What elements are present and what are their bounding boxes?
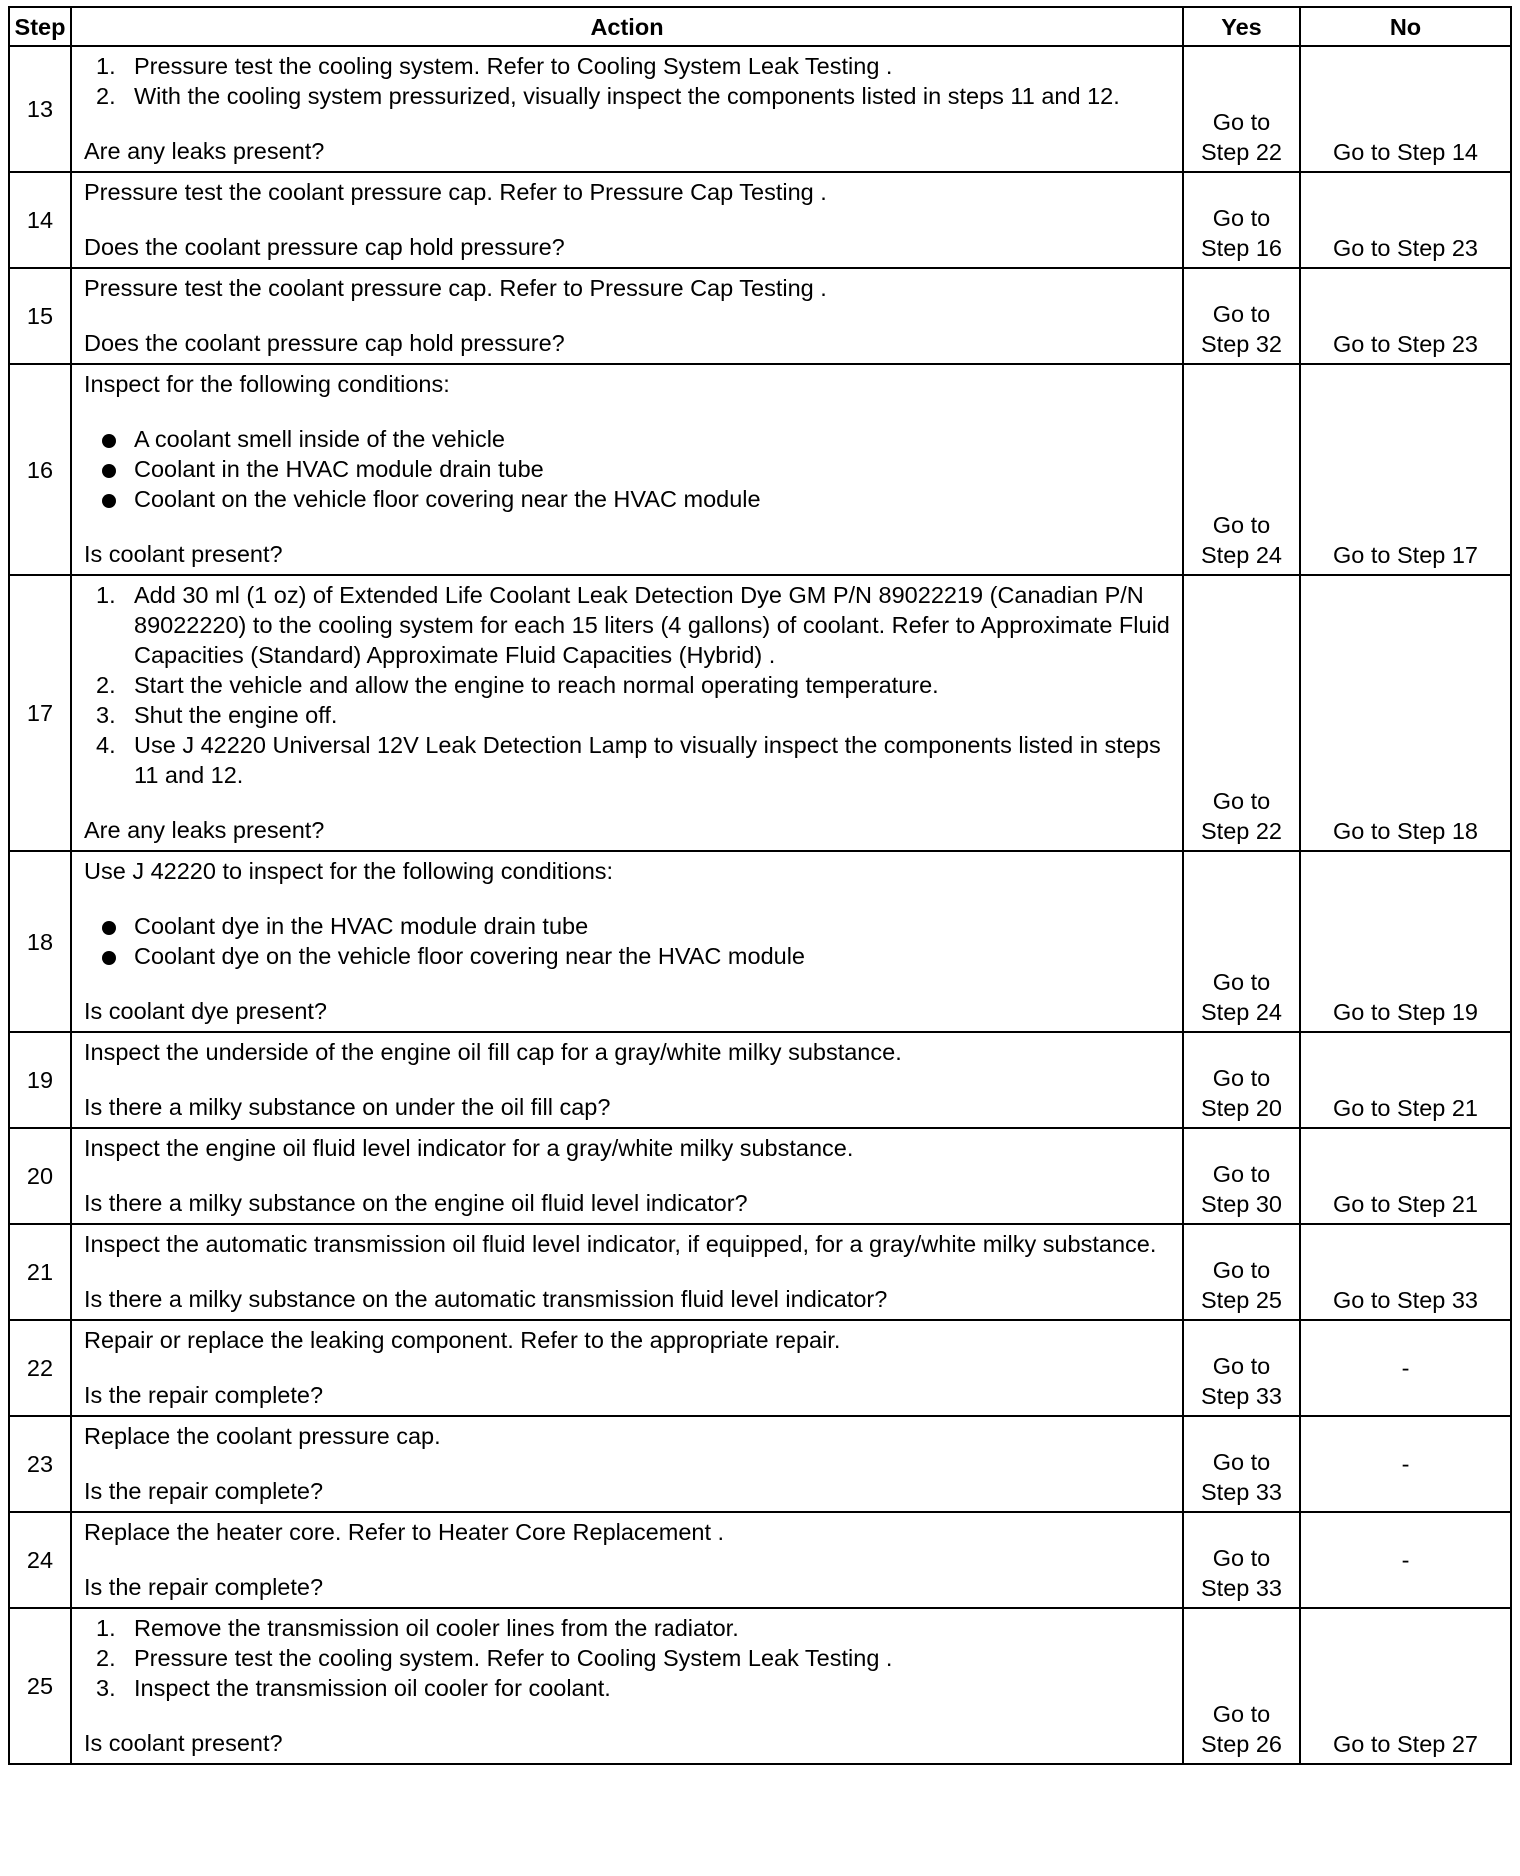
yes-cell: [1183, 1608, 1300, 1764]
table-row: [9, 1128, 1511, 1224]
list-item: [84, 51, 1170, 81]
action-text: Inspect for the following conditions:: [84, 371, 450, 397]
list-item: [84, 911, 1170, 941]
yes-text-line: Step 30: [1200, 1191, 1282, 1217]
spacer: [84, 790, 1170, 815]
list-item-text: Coolant dye in the HVAC module drain tube: [134, 913, 589, 939]
yes-cell: [1183, 1416, 1300, 1512]
action-text: Are any leaks present?: [84, 138, 325, 164]
numbered-list: [84, 51, 1170, 111]
list-number: 2.: [96, 1645, 116, 1671]
step-number-cell: 16: [9, 364, 71, 575]
yes-text-line: Go to: [1212, 301, 1271, 327]
list-item-text: Pressure test the cooling system. Refer to Cooling System Leak Testing .: [134, 1645, 893, 1671]
header-step: Step: [9, 7, 71, 46]
list-item-text: A coolant smell inside of the vehicle: [134, 426, 505, 452]
yes-cell: [1183, 1128, 1300, 1224]
header-action: Action: [71, 7, 1183, 46]
action-text: Is the repair complete?: [84, 1478, 324, 1504]
yes-text-line: Go to: [1212, 788, 1271, 814]
yes-text-line: Step 24: [1200, 542, 1282, 568]
spacer: [84, 1451, 1170, 1476]
list-item: [84, 81, 1170, 111]
yes-text-line: Go to: [1212, 1545, 1271, 1571]
list-item: [84, 1643, 1170, 1673]
action-cell: [71, 575, 1183, 851]
table-row: [9, 46, 1511, 172]
spacer: [84, 1163, 1170, 1188]
no-cell: -: [1300, 1512, 1511, 1608]
no-cell: Go to Step 23: [1300, 172, 1511, 268]
no-cell: Go to Step 18: [1300, 575, 1511, 851]
header-yes: Yes: [1183, 7, 1300, 46]
action-text: Pressure test the coolant pressure cap. Refer to Pressure Cap Testing .: [84, 179, 827, 205]
table-body: [9, 46, 1511, 1764]
no-cell: Go to Step 21: [1300, 1032, 1511, 1128]
action-text: Is the repair complete?: [84, 1382, 324, 1408]
table-row: [9, 851, 1511, 1032]
list-number: 1.: [96, 1615, 116, 1641]
no-cell: -: [1300, 1320, 1511, 1416]
spacer: [84, 111, 1170, 136]
list-item-text: Coolant on the vehicle floor covering near the HVAC module: [134, 486, 761, 512]
list-number: 2.: [96, 672, 116, 698]
action-cell: [71, 1320, 1183, 1416]
yes-text-line: Step 22: [1200, 139, 1282, 165]
header-no: No: [1300, 7, 1511, 46]
action-cell: [71, 1032, 1183, 1128]
list-number: 2.: [96, 83, 116, 109]
action-text: Replace the coolant pressure cap.: [84, 1423, 441, 1449]
yes-text-line: Go to: [1212, 1701, 1271, 1727]
table-row: [9, 268, 1511, 364]
yes-text-line: Step 33: [1200, 1575, 1282, 1601]
yes-text-line: Go to: [1212, 512, 1271, 538]
yes-text-line: Go to: [1212, 1257, 1271, 1283]
no-cell: -: [1300, 1416, 1511, 1512]
spacer: [84, 1547, 1170, 1572]
action-cell: [71, 1224, 1183, 1320]
yes-text-line: Step 20: [1200, 1095, 1282, 1121]
yes-cell: [1183, 268, 1300, 364]
table-header: [9, 7, 1511, 46]
yes-text-line: Step 24: [1200, 999, 1282, 1025]
list-item-text: Inspect the transmission oil cooler for coolant.: [134, 1675, 611, 1701]
header-row: [9, 7, 1511, 46]
yes-cell: [1183, 1512, 1300, 1608]
numbered-list: [84, 1613, 1170, 1703]
spacer: [84, 399, 1170, 424]
diagnostic-table-container: [8, 6, 1510, 1765]
list-item-text: Pressure test the cooling system. Refer to Cooling System Leak Testing .: [134, 53, 893, 79]
action-text: Replace the heater core. Refer to Heater Core Replacement .: [84, 1519, 725, 1545]
bullet-icon: [102, 434, 116, 448]
action-cell: [71, 364, 1183, 575]
bullet-list: [84, 911, 1170, 971]
step-number-cell: 19: [9, 1032, 71, 1128]
spacer: [84, 303, 1170, 328]
table-row: [9, 575, 1511, 851]
bullet-icon: [102, 921, 116, 935]
spacer: [84, 971, 1170, 996]
yes-cell: [1183, 575, 1300, 851]
list-item: [84, 580, 1170, 670]
list-item-text: Coolant in the HVAC module drain tube: [134, 456, 544, 482]
bullet-icon: [102, 951, 116, 965]
no-cell: Go to Step 27: [1300, 1608, 1511, 1764]
step-number-cell: 18: [9, 851, 71, 1032]
spacer: [84, 1067, 1170, 1092]
no-cell: Go to Step 23: [1300, 268, 1511, 364]
yes-text-line: Go to: [1212, 969, 1271, 995]
action-text: Repair or replace the leaking component. Refer to the appropriate repair.: [84, 1327, 841, 1353]
list-item-text: Shut the engine off.: [134, 702, 338, 728]
action-cell: [71, 268, 1183, 364]
action-text: Is there a milky substance on the engine oil fluid level indicator?: [84, 1190, 748, 1216]
list-item: [84, 730, 1170, 790]
list-item: [84, 484, 1170, 514]
action-text: Inspect the engine oil fluid level indicator for a gray/white milky substance.: [84, 1135, 854, 1161]
table-row: [9, 1416, 1511, 1512]
step-number-cell: 23: [9, 1416, 71, 1512]
action-cell: [71, 172, 1183, 268]
action-text: Inspect the automatic transmission oil fluid level indicator, if equipped, for a gray/white milky substance.: [84, 1231, 1157, 1257]
spacer: [84, 207, 1170, 232]
list-number: 1.: [96, 53, 116, 79]
yes-text-line: Go to: [1212, 1353, 1271, 1379]
list-item: [84, 424, 1170, 454]
action-text: Is there a milky substance on the automatic transmission fluid level indicator?: [84, 1286, 888, 1312]
list-item-text: Use J 42220 Universal 12V Leak Detection Lamp to visually inspect the components listed in steps 11 and 12.: [134, 732, 1161, 788]
step-number-cell: 24: [9, 1512, 71, 1608]
spacer: [84, 1259, 1170, 1284]
yes-text-line: Step 25: [1200, 1287, 1282, 1313]
yes-text-line: Go to: [1212, 109, 1271, 135]
action-text: Is the repair complete?: [84, 1574, 324, 1600]
action-text: Is coolant present?: [84, 541, 283, 567]
no-cell: Go to Step 19: [1300, 851, 1511, 1032]
list-number: 1.: [96, 582, 116, 608]
yes-text-line: Step 22: [1200, 818, 1282, 844]
yes-text-line: Go to: [1212, 1161, 1271, 1187]
yes-cell: [1183, 364, 1300, 575]
yes-cell: [1183, 172, 1300, 268]
list-item-text: Add 30 ml (1 oz) of Extended Life Coolant Leak Detection Dye GM P/N 89022219 (Canadian P/N 89022220) to the cooling system for each 15 liters (4 gallons) of coolant. Refer to Approximate Fluid Capacities (Standard) Approximate Fluid Capacities (Hybrid) .: [134, 582, 1170, 668]
no-cell: Go to Step 21: [1300, 1128, 1511, 1224]
action-cell: [71, 1608, 1183, 1764]
list-item: [84, 670, 1170, 700]
diagnostic-table: [8, 6, 1512, 1765]
list-item: [84, 1613, 1170, 1643]
yes-text-line: Step 32: [1200, 331, 1282, 357]
numbered-list: [84, 580, 1170, 790]
yes-text-line: Go to: [1212, 1449, 1271, 1475]
bullet-icon: [102, 464, 116, 478]
action-text: Does the coolant pressure cap hold pressure?: [84, 234, 565, 260]
action-text: Does the coolant pressure cap hold pressure?: [84, 330, 565, 356]
action-cell: [71, 1512, 1183, 1608]
spacer: [84, 886, 1170, 911]
no-cell: Go to Step 14: [1300, 46, 1511, 172]
yes-cell: [1183, 1032, 1300, 1128]
action-text: Is there a milky substance on under the oil fill cap?: [84, 1094, 611, 1120]
step-number-cell: 14: [9, 172, 71, 268]
table-row: [9, 364, 1511, 575]
step-number-cell: 25: [9, 1608, 71, 1764]
list-item: [84, 941, 1170, 971]
yes-cell: [1183, 1224, 1300, 1320]
bullet-list: [84, 424, 1170, 514]
spacer: [84, 514, 1170, 539]
spacer: [84, 1355, 1170, 1380]
step-number-cell: 15: [9, 268, 71, 364]
table-row: [9, 1608, 1511, 1764]
yes-cell: [1183, 46, 1300, 172]
list-number: 4.: [96, 732, 116, 758]
action-text: Are any leaks present?: [84, 817, 325, 843]
step-number-cell: 13: [9, 46, 71, 172]
yes-text-line: Go to: [1212, 205, 1271, 231]
step-number-cell: 22: [9, 1320, 71, 1416]
list-item: [84, 1673, 1170, 1703]
action-cell: [71, 46, 1183, 172]
action-text: Is coolant dye present?: [84, 998, 327, 1024]
action-text: Inspect the underside of the engine oil fill cap for a gray/white milky substance.: [84, 1039, 902, 1065]
yes-cell: [1183, 851, 1300, 1032]
action-cell: [71, 1416, 1183, 1512]
list-item: [84, 454, 1170, 484]
yes-text-line: Step 33: [1200, 1383, 1282, 1409]
list-item: [84, 700, 1170, 730]
action-text: Use J 42220 to inspect for the following conditions:: [84, 858, 614, 884]
list-item-text: Coolant dye on the vehicle floor covering near the HVAC module: [134, 943, 806, 969]
action-cell: [71, 851, 1183, 1032]
spacer: [84, 1703, 1170, 1728]
yes-text-line: Step 33: [1200, 1479, 1282, 1505]
action-cell: [71, 1128, 1183, 1224]
no-cell: Go to Step 17: [1300, 364, 1511, 575]
yes-text-line: Step 26: [1200, 1731, 1282, 1757]
step-number-cell: 17: [9, 575, 71, 851]
action-text: Pressure test the coolant pressure cap. Refer to Pressure Cap Testing .: [84, 275, 827, 301]
yes-text-line: Go to: [1212, 1065, 1271, 1091]
action-text: Is coolant present?: [84, 1730, 283, 1756]
table-row: [9, 1224, 1511, 1320]
list-number: 3.: [96, 1675, 116, 1701]
table-row: [9, 1512, 1511, 1608]
list-number: 3.: [96, 702, 116, 728]
list-item-text: Remove the transmission oil cooler lines from the radiator.: [134, 1615, 739, 1641]
step-number-cell: 20: [9, 1128, 71, 1224]
step-number-cell: 21: [9, 1224, 71, 1320]
table-row: [9, 1320, 1511, 1416]
list-item-text: Start the vehicle and allow the engine to reach normal operating temperature.: [134, 672, 939, 698]
yes-text-line: Step 16: [1200, 235, 1282, 261]
bullet-icon: [102, 494, 116, 508]
no-cell: Go to Step 33: [1300, 1224, 1511, 1320]
list-item-text: With the cooling system pressurized, visually inspect the components listed in steps 11 and 12.: [134, 83, 1120, 109]
table-row: [9, 1032, 1511, 1128]
yes-cell: [1183, 1320, 1300, 1416]
table-row: [9, 172, 1511, 268]
